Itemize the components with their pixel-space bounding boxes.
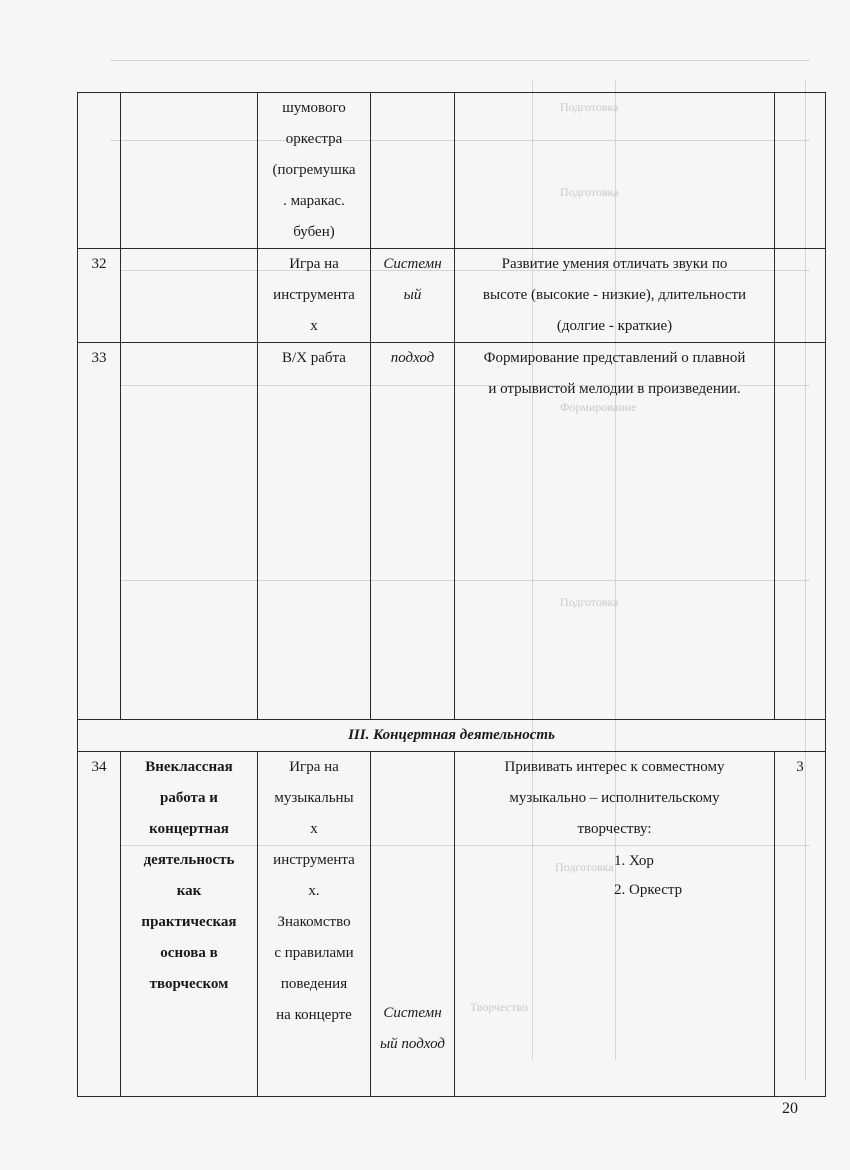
section-cell-line: практическая bbox=[141, 914, 237, 930]
content-cell-line: музыкально – исполнительскому bbox=[509, 790, 720, 806]
method-cell bbox=[371, 249, 455, 343]
method-cell bbox=[371, 93, 455, 249]
topic-cell-line: инструмента bbox=[273, 852, 355, 868]
row-number: 32 bbox=[78, 249, 121, 343]
topic-cell-line: оркестра bbox=[285, 131, 343, 147]
section-cell-line: творческом bbox=[149, 976, 229, 992]
section-cell-line: концертная bbox=[149, 821, 229, 837]
section-cell-line: работа и bbox=[160, 790, 218, 806]
method-cell-line: ый подход bbox=[380, 1036, 445, 1052]
content-cell bbox=[455, 343, 775, 720]
row-number bbox=[78, 93, 121, 249]
topic-cell bbox=[258, 752, 371, 1097]
topic-cell-line: (погремушка bbox=[272, 162, 356, 178]
topic-cell-line: поведения bbox=[280, 976, 348, 992]
content-cell bbox=[455, 752, 775, 1097]
list-item: 2. Оркестр bbox=[614, 882, 683, 898]
topic-cell-line: Знакомство bbox=[277, 914, 351, 930]
topic-cell-line: бубен) bbox=[293, 224, 335, 240]
topic-cell-line: шумового bbox=[282, 100, 346, 116]
section-header-row bbox=[78, 720, 826, 752]
method-cell-line: Системн bbox=[383, 256, 442, 272]
content-cell-line: Формирование представлений о плавной bbox=[483, 350, 746, 366]
method-cell bbox=[371, 343, 455, 720]
topic-cell-line: х. bbox=[308, 883, 320, 899]
content-cell bbox=[455, 93, 775, 249]
page-number: 20 bbox=[782, 1100, 798, 1117]
document-page: Подготовка Подготовка Формирование Подготовка Подготовка Творчество шумового оркестра (погремушка . маракас. бубен) 32 Игра на инструмента х Системн ый Развитие умения отличать звуки по высоте (высокие - низкие), длительности (долгие - краткие) 33 В/Х рабта подход Формирование представлений о плавной и отрывистой мелодии в произведении. III. Концертная деятельность 34 Внеклассная работа и концертная деятельность как практическая основа в творческом Игра на музыкальны х инструмента х. Знакомство с правилами поведения на концерте Системн ый подход Прививать интерес к совместному музыкально – исполнительскому творчеству: 1. Хор 2. Оркестр 3 20 bbox=[0, 0, 850, 1170]
section-cell bbox=[121, 249, 258, 343]
topic-cell-line: инструмента bbox=[273, 287, 355, 303]
topic-cell-line: Игра на bbox=[289, 256, 339, 272]
section-cell-line: деятельность bbox=[143, 852, 235, 868]
topic-cell-line: на концерте bbox=[276, 1007, 352, 1023]
section-cell bbox=[121, 752, 258, 1097]
table-row bbox=[78, 93, 826, 249]
section-cell-line: как bbox=[176, 883, 202, 899]
method-cell-line: Системн bbox=[383, 1005, 442, 1021]
topic-cell-line: х bbox=[310, 318, 318, 334]
ensemble-list bbox=[458, 847, 771, 905]
topic-cell-line: Игра на bbox=[289, 759, 339, 775]
content-cell-line: творчеству: bbox=[577, 821, 652, 837]
row-number: 33 bbox=[78, 343, 121, 720]
topic-cell bbox=[258, 93, 371, 249]
section-cell-line: Внеклассная bbox=[145, 759, 233, 775]
content-cell-line: высоте (высокие - низкие), длительности bbox=[482, 287, 747, 303]
hours-cell bbox=[775, 343, 826, 720]
content-cell-line: Прививать интерес к совместному bbox=[504, 759, 725, 775]
section-cell-line: основа в bbox=[160, 945, 218, 961]
row-number: 34 bbox=[78, 752, 121, 1097]
section-title: III. Концертная деятельность bbox=[78, 720, 826, 752]
table-row bbox=[78, 249, 826, 343]
table-row bbox=[78, 752, 826, 1097]
lesson-plan-table bbox=[77, 92, 826, 1097]
content-cell-line: и отрывистой мелодии в произведении. bbox=[488, 381, 741, 397]
topic-cell bbox=[258, 343, 371, 720]
content-cell bbox=[455, 249, 775, 343]
topic-cell-line: х bbox=[310, 821, 318, 837]
hours-cell bbox=[775, 93, 826, 249]
topic-cell-line: музыкальны bbox=[274, 790, 354, 806]
method-cell-line: подход bbox=[390, 350, 435, 366]
topic-cell-line: с правилами bbox=[274, 945, 354, 961]
topic-cell-line: В/Х рабта bbox=[282, 350, 346, 366]
topic-cell-line: . маракас. bbox=[283, 193, 345, 209]
content-cell-line: (долгие - краткие) bbox=[556, 318, 673, 334]
table-row bbox=[78, 343, 826, 720]
section-cell bbox=[121, 93, 258, 249]
hours-cell bbox=[775, 249, 826, 343]
content-cell-line: Развитие умения отличать звуки по bbox=[501, 256, 728, 272]
method-cell bbox=[371, 752, 455, 1097]
method-cell-line: ый bbox=[403, 287, 422, 303]
hours-cell: 3 bbox=[775, 752, 826, 1097]
topic-cell bbox=[258, 249, 371, 343]
list-item: 1. Хор bbox=[614, 853, 654, 869]
section-cell bbox=[121, 343, 258, 720]
